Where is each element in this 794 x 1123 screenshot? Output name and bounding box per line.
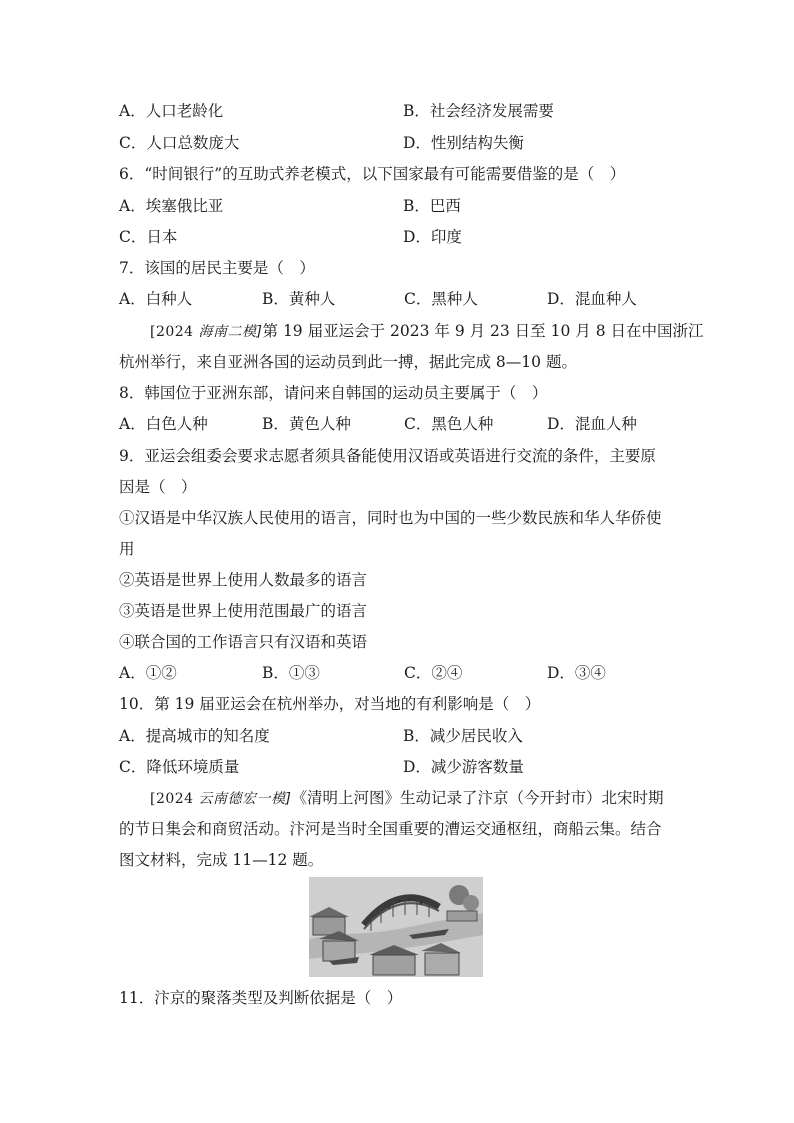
q10-option-b: B．减少居民收入 bbox=[403, 727, 523, 745]
q7-option-b: B．黄种人 bbox=[262, 290, 336, 308]
passage2-source: [2024 云南德宏一模] bbox=[150, 791, 292, 807]
q6-stem: 6．“时间银行”的互助式养老模式，以下国家最有可能需要借鉴的是（ ） bbox=[119, 165, 626, 183]
q5-option-b: B．社会经济发展需要 bbox=[403, 102, 554, 120]
q8-option-d: D．混血人种 bbox=[547, 415, 637, 433]
passage1-line1: [2024 海南二模]第 19 届亚运会于 2023 年 9 月 23 日至 10 月 8 日在中国浙江 bbox=[150, 322, 704, 340]
scroll-sketch bbox=[309, 877, 483, 977]
q9-statement-1-line1: ①汉语是中华汉族人民使用的语言，同时也为中国的一些少数民族和华人华侨使 bbox=[119, 509, 662, 527]
q5-option-d: D．性别结构失衡 bbox=[403, 134, 524, 152]
q7-option-a: A．白种人 bbox=[119, 290, 193, 308]
q6-option-d: D．印度 bbox=[403, 228, 462, 246]
q10-option-c: C．降低环境质量 bbox=[119, 758, 240, 776]
q9-option-d: D．③④ bbox=[547, 664, 606, 682]
q7-stem: 7．该国的居民主要是（ ） bbox=[119, 259, 315, 277]
q6-option-c: C．日本 bbox=[119, 228, 178, 246]
q8-stem: 8．韩国位于亚洲东部，请问来自韩国的运动员主要属于（ ） bbox=[119, 384, 548, 402]
q9-statement-4: ④联合国的工作语言只有汉语和英语 bbox=[119, 633, 368, 651]
q9-statement-1-line2: 用 bbox=[119, 540, 135, 558]
passage2-line3: 图文材料，完成 11—12 题。 bbox=[119, 851, 324, 869]
q5-option-c: C．人口总数庞大 bbox=[119, 134, 240, 152]
q7-option-c: C．黑种人 bbox=[404, 290, 478, 308]
q9-statement-3: ③英语是世界上使用范围最广的语言 bbox=[119, 602, 368, 620]
q9-option-a: A．①② bbox=[119, 664, 177, 682]
q9-stem-line2: 因是（ ） bbox=[119, 478, 197, 496]
passage2-line2: 的节日集会和商贸活动。汴河是当时全国重要的漕运交通枢纽，商船云集。结合 bbox=[119, 820, 662, 838]
q6-option-b: B．巴西 bbox=[403, 197, 461, 215]
q6-option-a: A．埃塞俄比亚 bbox=[119, 197, 224, 215]
q10-option-a: A．提高城市的知名度 bbox=[119, 727, 270, 745]
passage1-line2: 杭州举行，来自亚洲各国的运动员到此一搏，据此完成 8—10 题。 bbox=[119, 353, 577, 371]
q10-stem: 10．第 19 届亚运会在杭州举办，对当地的有利影响是（ ） bbox=[119, 695, 541, 713]
q5-option-a: A．人口老龄化 bbox=[119, 102, 224, 120]
q8-option-a: A．白色人种 bbox=[119, 415, 208, 433]
passage2-line1: [2024 云南德宏一模]《清明上河图》生动记录了汴京（今开封市）北宋时期 bbox=[150, 789, 664, 807]
q8-option-b: B．黄色人种 bbox=[262, 415, 351, 433]
q8-option-c: C．黑色人种 bbox=[404, 415, 494, 433]
q11-stem: 11．汴京的聚落类型及判断依据是（ ） bbox=[119, 989, 403, 1007]
qingming-scroll-illustration bbox=[309, 877, 483, 977]
q9-statement-2: ②英语是世界上使用人数最多的语言 bbox=[119, 571, 368, 589]
passage1-source: [2024 海南二模] bbox=[150, 324, 263, 340]
q10-option-d: D．减少游客数量 bbox=[403, 758, 524, 776]
q9-option-b: B．①③ bbox=[262, 664, 320, 682]
q7-option-d: D．混血种人 bbox=[547, 290, 637, 308]
q9-option-c: C．②④ bbox=[404, 664, 463, 682]
q9-stem-line1: 9．亚运会组委会要求志愿者须具备能使用汉语或英语进行交流的条件，主要原 bbox=[119, 447, 656, 465]
